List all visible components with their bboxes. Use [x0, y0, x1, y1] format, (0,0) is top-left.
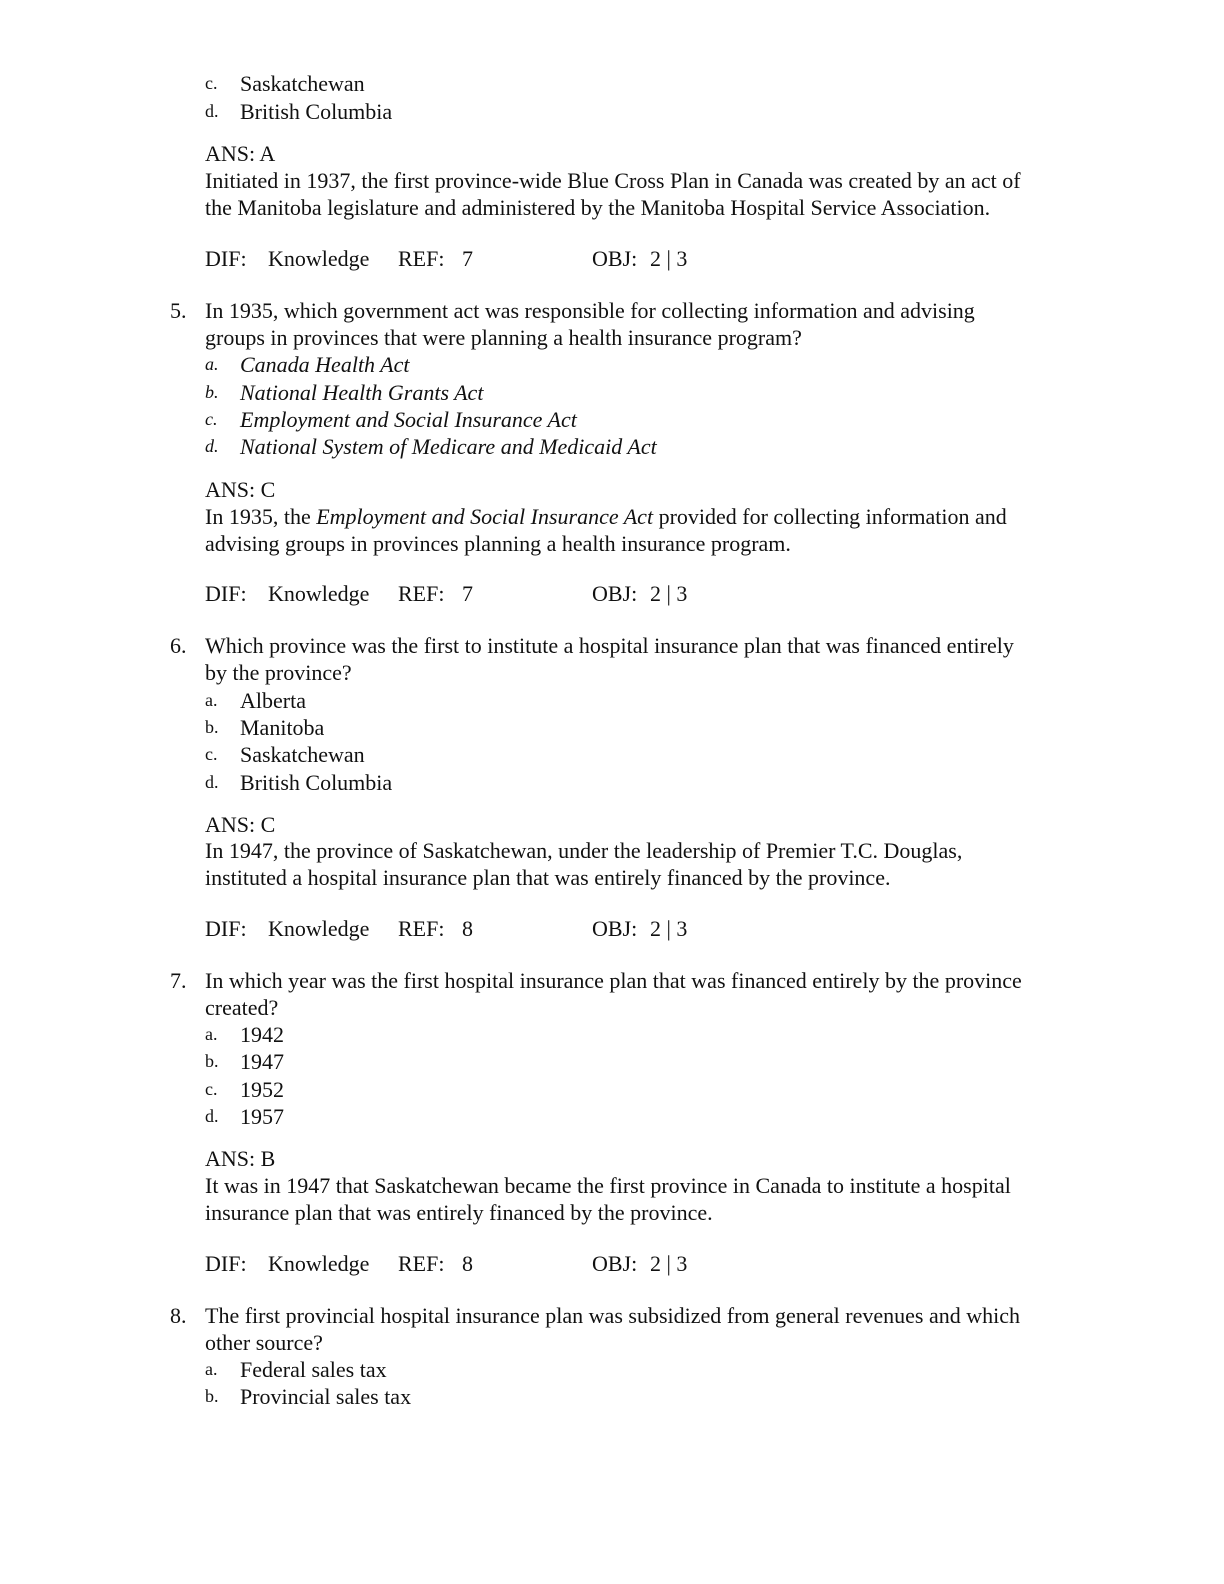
ref-label: REF:: [398, 916, 445, 941]
explanation-line: instituted a hospital insurance plan that was entirely financed by the province.: [205, 865, 891, 890]
option-text: 1957: [240, 1104, 284, 1129]
dif-value: Knowledge: [268, 1251, 370, 1276]
ref-label: REF:: [398, 246, 445, 271]
option-letter: c.: [205, 409, 218, 429]
stem-line: Which province was the first to institute a hospital insurance plan that was financed entirely: [205, 633, 1014, 658]
q6-explanation: [205, 837, 1095, 891]
option-text: Federal sales tax: [240, 1357, 387, 1382]
obj-value: 2 | 3: [650, 916, 688, 941]
explanation-line: insurance plan that was entirely financed by the province.: [205, 1200, 713, 1225]
q7-explanation: [205, 1172, 1095, 1226]
dif-label: DIF:: [205, 1251, 247, 1276]
option-text: Canada Health Act: [240, 352, 410, 377]
option-text: National System of Medicare and Medicaid Act: [240, 434, 657, 459]
ref-value: 7: [462, 581, 473, 606]
option-letter: d.: [205, 772, 219, 792]
option-letter: d.: [205, 101, 219, 121]
ref-value: 8: [462, 1251, 473, 1276]
option-text: Saskatchewan: [240, 71, 365, 96]
explanation-line: the Manitoba legislature and administered by the Manitoba Hospital Service Association.: [205, 195, 991, 220]
question-number: 7.: [170, 968, 187, 993]
option-text: 1942: [240, 1022, 284, 1047]
question-stem: [205, 967, 1105, 1021]
ref-label: REF:: [398, 581, 445, 606]
q5-meta: [205, 580, 805, 607]
explanation-line: In 1947, the province of Saskatchewan, under the leadership of Premier T.C. Douglas,: [205, 838, 963, 863]
option-letter: a.: [205, 690, 218, 710]
explanation-text: provided for collecting information and: [653, 504, 1007, 529]
q7-answer: ANS: B: [205, 1146, 276, 1171]
option-letter: b.: [205, 382, 219, 402]
obj-label: OBJ:: [592, 246, 638, 271]
stem-line: by the province?: [205, 660, 352, 685]
option-text: 1947: [240, 1049, 284, 1074]
stem-line: In which year was the first hospital insurance plan that was financed entirely by the province: [205, 968, 1022, 993]
option-text: National Health Grants Act: [240, 380, 484, 405]
dif-value: Knowledge: [268, 916, 370, 941]
dif-label: DIF:: [205, 916, 247, 941]
option-letter: c.: [205, 73, 218, 93]
dif-label: DIF:: [205, 246, 247, 271]
option-text: Alberta: [240, 688, 306, 713]
option-letter: d.: [205, 1106, 219, 1126]
option-letter: d.: [205, 436, 219, 456]
option-text: British Columbia: [240, 99, 393, 124]
q4-meta: [205, 245, 805, 272]
obj-label: OBJ:: [592, 581, 638, 606]
option-text: British Columbia: [240, 770, 393, 795]
q7-meta: [205, 1250, 805, 1277]
ref-value: 7: [462, 246, 473, 271]
dif-value: Knowledge: [268, 246, 370, 271]
option-letter: a.: [205, 1359, 218, 1379]
option-letter: b.: [205, 1051, 219, 1071]
act-title: Employment and Social Insurance Act: [316, 504, 654, 529]
stem-line: The first provincial hospital insurance plan was subsidized from general revenues and which: [205, 1303, 1020, 1328]
option-letter: a.: [205, 354, 219, 374]
option-letter: b.: [205, 717, 219, 737]
question-number: 6.: [170, 633, 187, 658]
obj-value: 2 | 3: [650, 246, 688, 271]
option-text: Manitoba: [240, 715, 325, 740]
dif-label: DIF:: [205, 581, 247, 606]
q5-explanation: [205, 503, 1095, 557]
option-letter: c.: [205, 1079, 218, 1099]
obj-value: 2 | 3: [650, 581, 688, 606]
q4-answer: ANS: A: [205, 141, 276, 166]
explanation-line: [205, 503, 1095, 530]
option-letter: c.: [205, 744, 218, 764]
question-stem: [205, 632, 1105, 686]
question-number: 5.: [170, 298, 187, 323]
explanation-text: In 1935, the: [205, 504, 317, 529]
option-text: Employment and Social Insurance Act: [240, 407, 577, 432]
obj-label: OBJ:: [592, 916, 638, 941]
question-stem: [205, 297, 1105, 351]
option-text: Provincial sales tax: [240, 1384, 412, 1409]
ref-label: REF:: [398, 1251, 445, 1276]
explanation-line: It was in 1947 that Saskatchewan became the first province in Canada to institute a hospital: [205, 1173, 1011, 1198]
explanation-line: advising groups in provinces planning a health insurance program.: [205, 531, 791, 556]
q6-meta: [205, 915, 805, 942]
question-stem: [205, 1302, 1105, 1356]
q6-answer: ANS: C: [205, 812, 276, 837]
ref-value: 8: [462, 916, 473, 941]
explanation-line: Initiated in 1937, the first province-wide Blue Cross Plan in Canada was created by an act of: [205, 168, 1021, 193]
question-number: 8.: [170, 1303, 187, 1328]
option-text: Saskatchewan: [240, 742, 365, 767]
stem-line: In 1935, which government act was responsible for collecting information and advising: [205, 298, 975, 323]
q5-answer: ANS: C: [205, 477, 276, 502]
stem-line: other source?: [205, 1330, 323, 1355]
stem-line: groups in provinces that were planning a health insurance program?: [205, 325, 802, 350]
obj-label: OBJ:: [592, 1251, 638, 1276]
option-letter: b.: [205, 1386, 219, 1406]
option-letter: a.: [205, 1024, 218, 1044]
stem-line: created?: [205, 995, 279, 1020]
obj-value: 2 | 3: [650, 1251, 688, 1276]
dif-value: Knowledge: [268, 581, 370, 606]
q4-explanation: [205, 167, 1095, 221]
option-text: 1952: [240, 1077, 284, 1102]
